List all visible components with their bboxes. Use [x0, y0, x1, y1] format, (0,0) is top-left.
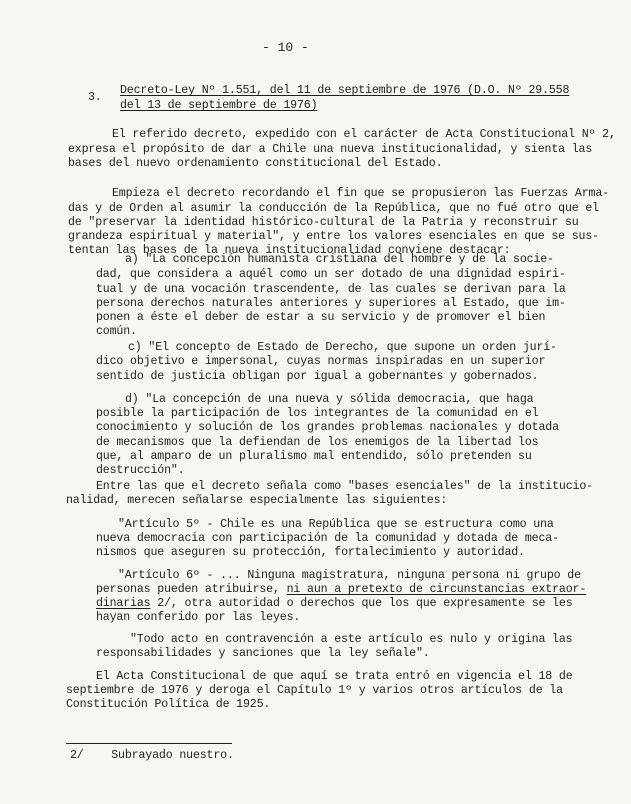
section-title-line-2: del 13 de septiembre de 1976) — [120, 99, 318, 112]
text-line: responsabilidades y sanciones que la ley señale". — [96, 647, 430, 660]
text-line: d) "La concepción de una nueva y sólida democracia, que haga — [125, 393, 534, 406]
text-line: das y de Orden al asumir la conducción de la República, que no fué otro que el — [68, 202, 599, 215]
text-line: "Artículo 5º - Chile es una República que se estructura como una — [118, 518, 554, 531]
text-line: de mecanismos que la defiendan de los enemigos de la libertad los — [96, 436, 539, 449]
text-line: El Acta Constitucional de que aquí se trata entró en vigencia el 18 de — [96, 670, 573, 683]
text-line: Empieza el decreto recordando el fin que se propusieron las Fuerzas Arma- — [112, 187, 609, 200]
underlined-emphasis: dinarias — [96, 597, 151, 610]
text-line: "Todo acto en contravención a este artículo es nulo y origina las — [130, 633, 573, 646]
underlined-emphasis: ni aun a pretexto de circunstancias extraor- — [286, 583, 587, 596]
text-line — [96, 597, 573, 611]
text-line: posible la participación de los integrantes de la comunidad en el — [96, 407, 539, 420]
text-line: sentido de justicia obligan por igual a gobernantes y gobernados. — [96, 370, 539, 383]
section-number: 3. — [88, 91, 102, 104]
text-line: dad, que considera a aquél como un ser dotado de una dignidad espiri- — [96, 268, 566, 281]
text-line: grandeza espiritual y material", y entre los valores esenciales en que se sus- — [68, 230, 599, 243]
text-line: nalidad, merecen señalarse especialmente las siguientes: — [66, 494, 448, 507]
text-line: Entre las que el decreto señala como "bases esenciales" de la institucio- — [96, 480, 593, 493]
text-plain: personas pueden atribuirse, — [96, 583, 280, 596]
footnote-text: Subrayado nuestro. — [111, 749, 234, 762]
footnote-divider — [66, 743, 232, 744]
text-line: c) "El concepto de Estado de Derecho, que supone un orden jurí- — [128, 341, 557, 354]
text-line: conocimiento y solución de los grandes problemas nacionales y dotada — [96, 421, 559, 434]
footnote-marker: 2/ — [70, 749, 84, 762]
text-line: tentan las bases de la nueva institucionalidad conviene destacar: — [68, 244, 511, 257]
page-number: - 10 - — [262, 40, 309, 55]
text-line: bases del nuevo ordenamiento constitucional del Estado. — [68, 157, 443, 170]
text-line: destrucción". — [96, 464, 185, 477]
text-line: El referido decreto, expedido con el carácter de Acta Constitucional Nº 2, — [112, 128, 616, 141]
text-line: persona derechos naturales anteriores y superiores al Estado, que im- — [96, 297, 566, 310]
text-line: septiembre de 1976 y deroga el Capítulo 1º y varios otros artículos de la — [66, 684, 563, 697]
text-line: Constitución Política de 1925. — [66, 698, 271, 711]
text-line: hayan conferido por las leyes. — [96, 611, 301, 624]
text-line: nueva democracia con participación de la comunidad y dotada de meca- — [96, 532, 559, 545]
text-line: dico objetivo e impersonal, cuyas normas inspiradas en un superior — [96, 355, 546, 368]
text-line: de "preservar la identidad histórico-cultural de la Patria y reconstruir su — [68, 216, 579, 229]
text-line: a) "La concepción humanista cristiana del hombre y de la socie- — [125, 253, 554, 266]
text-line: nismos que aseguren su protección, fortalecimiento y autoridad. — [96, 546, 525, 559]
text-line: tual y de una vocación trascendente, de las cuales se derivan para la — [96, 283, 566, 296]
text-line — [96, 583, 586, 597]
text-line: que, al amparo de un pluralismo mal entendido, sólo pretenden su — [96, 450, 532, 463]
text-line: expresa el propósito de dar a Chile una nueva institucionalidad, y sienta las — [68, 143, 593, 156]
section-title-line-1: Decreto-Ley Nº 1.551, del 11 de septiembre de 1976 (D.O. Nº 29.558 — [120, 84, 570, 97]
text-line: "Artículo 6º - ... Ninguna magistratura, ninguna persona ni grupo de — [118, 569, 581, 582]
footnote — [70, 749, 234, 763]
text-plain: 2/, otra autoridad o derechos que los que expresamente se les — [157, 597, 573, 610]
text-line: ponen a éste el deber de estar a su servicio y de promover el bien — [96, 311, 546, 324]
text-line: común. — [96, 325, 137, 338]
